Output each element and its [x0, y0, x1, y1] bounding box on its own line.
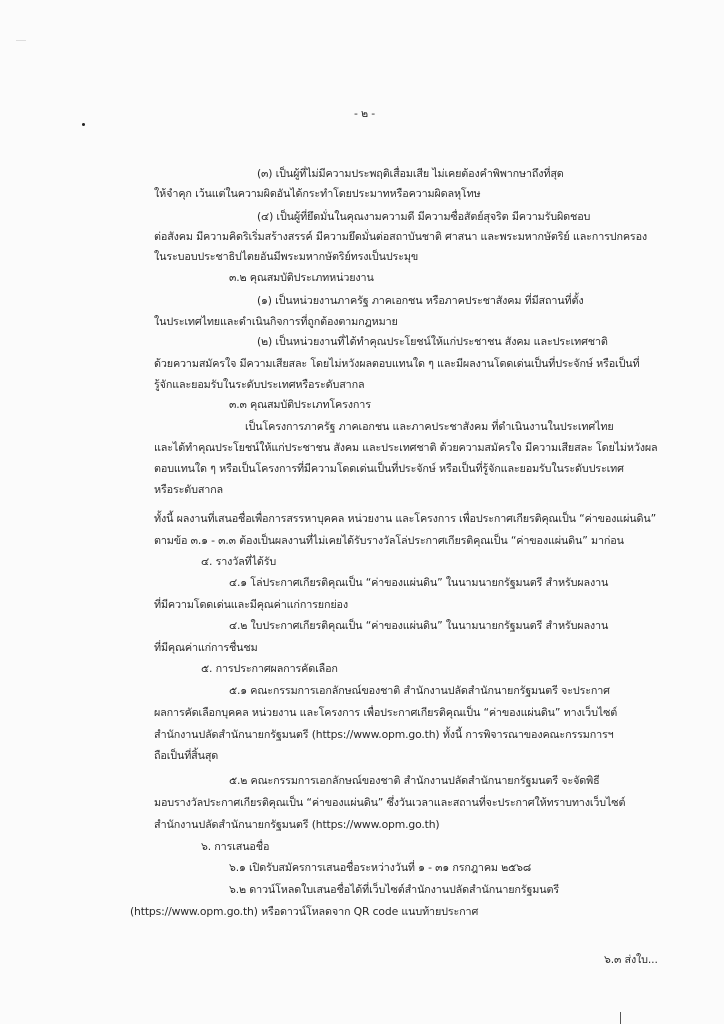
scan-artifact: [16, 40, 26, 47]
heading-5: ๕. การประกาศผลการคัดเลือก: [201, 662, 338, 675]
award-4-2: ๔.๒ ใบประกาศเกียรติคุณเป็น “ค่าของแผ่นดิน” ในนามนายกรัฐมนตรี สำหรับผลงาน: [229, 619, 609, 632]
award-4-1-cont: ที่มีความโดดเด่นและมีคุณค่าแก่การยกย่อง: [154, 598, 348, 611]
project-criteria-2: และได้ทำคุณประโยชน์ให้แก่ประชาชน สังคม และประเทศชาติ ด้วยความสมัครใจ มีความเสียสละ โดยไม่หวังผล: [154, 441, 658, 454]
award-4-1: ๔.๑ โล่ประกาศเกียรติคุณเป็น “ค่าของแผ่นดิน” ในนามนายกรัฐมนตรี สำหรับผลงาน: [229, 576, 609, 589]
award-4-2-cont: ที่มีคุณค่าแก่การชื่นชม: [154, 641, 258, 654]
heading-3-3: ๓.๓ คุณสมบัติประเภทโครงการ: [229, 398, 371, 411]
agency-criteria-2-cont-1: ด้วยความสมัครใจ มีความเสียสละ โดยไม่หวังผลตอบแทนใด ๆ และมีผลงานโดดเด่นเป็นที่ประจักษ์ หรือเป็นที่: [154, 357, 640, 370]
announce-5-1-cont-3: ถือเป็นที่สิ้นสุด: [154, 749, 219, 762]
note-line-2: ตามข้อ ๓.๑ - ๓.๓ ต้องเป็นผลงานที่ไม่เคยได้รับรางวัลโล่ประกาศเกียรติคุณเป็น “ค่าของแผ่นดิน” มาก่อน: [154, 534, 624, 547]
project-criteria-4: หรือระดับสากล: [154, 483, 224, 496]
agency-criteria-2-cont-2: รู้จักและยอมรับในระดับประเทศหรือระดับสากล: [154, 378, 365, 391]
project-criteria-3: ตอบแทนใด ๆ หรือเป็นโครงการที่มีความโดดเด่นเป็นที่ประจักษ์ หรือเป็นที่รู้จักและยอมรับในระดับประเทศ: [154, 462, 624, 475]
heading-3-2: ๓.๒ คุณสมบัติประเภทหน่วยงาน: [229, 271, 374, 284]
announce-5-1-cont-2: สำนักงานปลัดสำนักนายกรัฐมนตรี (https://www.opm.go.th) ทั้งนี้ การพิจารณาของคณะกรรมการฯ: [154, 728, 614, 741]
criteria-3-cont: ให้จำคุก เว้นแต่ในความผิดอันได้กระทำโดยประมาทหรือความผิดลหุโทษ: [154, 187, 481, 200]
announce-5-1: ๕.๑ คณะกรรมการเอกลักษณ์ของชาติ สำนักงานปลัดสำนักนายกรัฐมนตรี จะประกาศ: [229, 684, 610, 697]
criteria-4-cont-1: ต่อสังคม มีความคิดริเริ่มสร้างสรรค์ มีความยึดมั่นต่อสถาบันชาติ ศาสนา และพระมหากษัตริย์ และการปกครอง: [154, 230, 648, 243]
criteria-4-cont-2: ในระบอบประชาธิปไตยอันมีพระมหากษัตริย์ทรงเป็นประมุข: [154, 250, 419, 263]
announce-5-2-cont-2: สำนักงานปลัดสำนักนายกรัฐมนตรี (https://www.opm.go.th): [154, 818, 440, 831]
agency-criteria-1-cont: ในประเทศไทยและดำเนินกิจการที่ถูกต้องตามกฎหมาย: [154, 315, 398, 328]
announce-5-1-cont-1: ผลการคัดเลือกบุคคล หน่วยงาน และโครงการ เพื่อประกาศเกียรติคุณเป็น “ค่าของแผ่นดิน” ทางเว็บไซต์: [154, 706, 618, 719]
continuation-marker: ๖.๓ ส่งใบ...: [604, 953, 658, 966]
announce-5-2: ๕.๒ คณะกรรมการเอกลักษณ์ของชาติ สำนักงานปลัดสำนักนายกรัฐมนตรี จะจัดพิธี: [229, 774, 600, 787]
scan-edge-mark: [620, 1012, 621, 1024]
criteria-3: (๓) เป็นผู้ที่ไม่มีความประพฤติเสื่อมเสีย ไม่เคยต้องคำพิพากษาถึงที่สุด: [257, 167, 564, 180]
nomination-6-2: ๖.๒ ดาวน์โหลดใบเสนอชื่อได้ที่เว็บไซต์สำนักงานปลัดสำนักนายกรัฐมนตรี: [229, 883, 559, 896]
agency-criteria-1: (๑) เป็นหน่วยงานภาครัฐ ภาคเอกชน หรือภาคประชาสังคม ที่มีสถานที่ตั้ง: [257, 294, 584, 307]
nomination-6-2-cont: (https://www.opm.go.th) หรือดาวน์โหลดจาก QR code แนบท้ายประกาศ: [130, 905, 479, 918]
criteria-4: (๔) เป็นผู้ที่ยึดมั่นในคุณงามความดี มีความซื่อสัตย์สุจริต มีความรับผิดชอบ: [257, 210, 591, 223]
page-number: - ๒ -: [354, 107, 376, 120]
project-criteria-1: เป็นโครงการภาครัฐ ภาคเอกชน และภาคประชาสังคม ที่ดำเนินงานในประเทศไทย: [245, 420, 614, 433]
nomination-6-1: ๖.๑ เปิดรับสมัครการเสนอชื่อระหว่างวันที่ ๑ - ๓๑ กรกฎาคม ๒๕๖๘: [229, 861, 532, 874]
heading-6: ๖. การเสนอชื่อ: [201, 840, 270, 853]
heading-4: ๔. รางวัลที่ได้รับ: [201, 555, 277, 568]
note-line-1: ทั้งนี้ ผลงานที่เสนอชื่อเพื่อการสรรหาบุคคล หน่วยงาน และโครงการ เพื่อประกาศเกียรติคุณเป็น “ค่าของแผ่นดิน”: [154, 512, 657, 525]
announce-5-2-cont-1: มอบรางวัลประกาศเกียรติคุณเป็น “ค่าของแผ่นดิน” ซึ่งวันเวลาและสถานที่จะประกาศให้ทราบทางเว็บไซต์: [154, 796, 626, 809]
agency-criteria-2: (๒) เป็นหน่วยงานที่ได้ทำคุณประโยชน์ให้แก่ประชาชน สังคม และประเทศชาติ: [257, 335, 608, 348]
scan-dot: [82, 123, 85, 126]
